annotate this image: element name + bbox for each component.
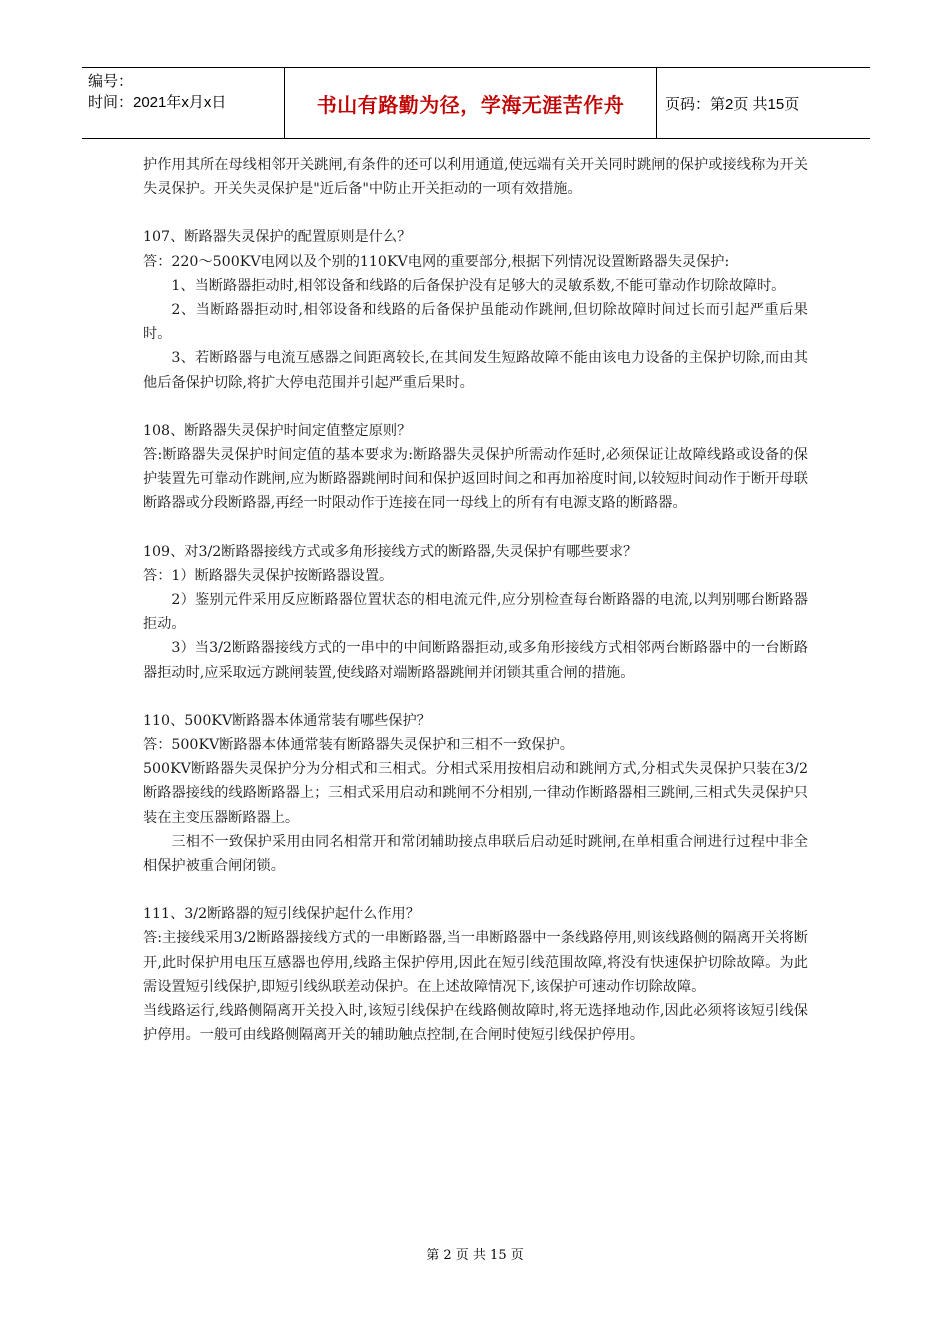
paragraph: 2、当断路器拒动时,相邻设备和线路的后备保护虽能动作跳闸,但切除故障时间过长而引起严重后果时。 [143,302,808,343]
header-meta [82,68,284,138]
paragraph: 答：500KV断路器本体通常装有断路器失灵保护和三相不一致保护。 [143,737,574,754]
paragraph-gap [143,516,808,540]
paragraph-gap [143,395,808,419]
paragraph: 护作用其所在母线相邻开关跳闸,有条件的还可以利用通道,使远端有关开关同时跳闸的保护或接线称为开关失灵保护。开关失灵保护是"近后备"中防止开关拒动的一项有效措施。 [143,157,808,198]
paragraph: 107、断路器失灵保护的配置原则是什么？ [143,229,412,246]
paragraph: 当线路运行,线路侧隔离开关投入时,该短引线保护在线路侧故障时,将无选择地动作,因此必须将该短引线保护停用。一般可由线路侧隔离开关的辅助触点控制,在合闸时使短引线保护停用。 [143,1003,808,1044]
document-number-label: 编号： [88,73,134,90]
paragraph: 3、若断路器与电流互感器之间距离较长,在其间发生短路故障不能由该电力设备的主保护切除,而由其他后备保护切除,将扩大停电范围并引起严重后果时。 [143,350,808,391]
paragraph: 109、对3/2断路器接线方式或多角形接线方式的断路器,失灵保护有哪些要求？ [143,543,638,560]
paragraph: 111、3/2断路器的短引线保护起什么作用？ [143,906,420,923]
paragraph-gap [143,685,808,709]
page-header [82,67,870,139]
paragraph: 500KV断路器失灵保护分为分相式和三相式。分相式采用按相启动和跳闸方式,分相式失灵保护只装在3/2断路器接线的线路断路器上；三相式采用启动和跳闸不分相别,一律动作断路器相三跳闸,三相式失灵保护只装在主变压器断路器上。 [143,761,808,826]
header-motto: 书山有路勤为径，学海无涯苦作舟 [316,92,625,117]
paragraph: 答：1）断路器失灵保护按断路器设置。 [143,567,394,584]
page-footer: 第 2 页 共 15 页 [426,1248,524,1263]
paragraph: 1、当断路器拒动时,相邻设备和线路的后备保护没有足够大的灵敏系数,不能可靠动作切除故障时。 [171,277,786,294]
paragraph: 108、断路器失灵保护时间定值整定原则？ [143,422,412,439]
paragraph: 答：220～500KV电网以及个别的110KV电网的重要部分,根据下列情况设置断路器失灵保护: [143,253,730,270]
document-body [143,153,808,1048]
paragraph-gap [143,878,808,902]
paragraph: 答:断路器失灵保护时间定值的基本要求为:断路器失灵保护所需动作延时,必须保证让故障线路或设备的保护装置先可靠动作跳闸,应为断路器跳闸时间和保护返回时间之和再加裕度时间,以较短时间动作于断开母联断路器或分段断路器,再经一时限动作于连接在同一母线上的所有有电源支路的断路器。 [143,447,808,512]
document-date: 时间：2021年x月x日 [88,94,227,111]
paragraph-gap [143,201,808,225]
paragraph: 三相不一致保护采用由同名相常开和常闭辅助接点串联后启动延时跳闸,在单相重合闸进行过程中非全相保护被重合闸闭锁。 [143,833,808,875]
header-page-info: 页码：第2页 共15页 [665,95,800,113]
paragraph: 110、500KV断路器本体通常装有哪些保护？ [143,712,431,729]
paragraph: 2）鉴别元件采用反应断路器位置状态的相电流元件,应分别检查每台断路器的电流,以判别哪台断路器拒动。 [143,592,808,633]
header-page-cell [657,68,870,138]
paragraph: 3）当3/2断路器接线方式的一串中的中间断路器拒动,或多角形接线方式相邻两台断路器中的一台断路器拒动时,应采取远方跳闸装置,使线路对端断路器跳闸并闭锁其重合闸的措施。 [143,640,808,681]
header-motto-cell [284,68,657,138]
paragraph: 答:主接线采用3/2断路器接线方式的一串断路器,当一串断路器中一条线路停用,则该线路侧的隔离开关将断开,此时保护用电压互感器也停用,线路主保护停用,因此在短引线范围故障,将没有快速保护切除故障。为此需设置短引线保护,即短引线纵联差动保护。在上述故障情况下,该保护可速动作切除故障。 [143,930,808,995]
